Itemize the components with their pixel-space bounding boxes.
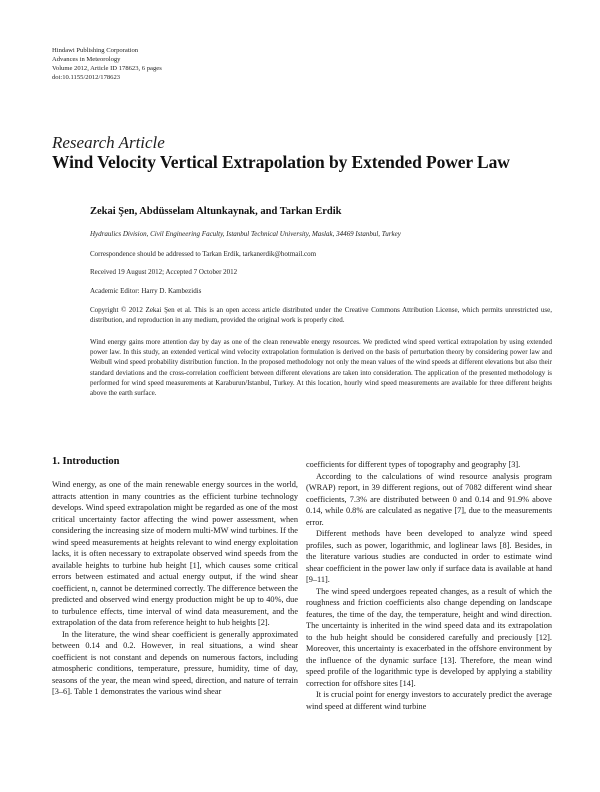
paper-title: Wind Velocity Vertical Extrapolation by Extended Power Law: [52, 152, 510, 172]
right-column: [306, 459, 552, 712]
paragraph: It is crucial point for energy investors to accurately predict the average wind speed at different wind turbine: [306, 690, 552, 711]
volume-line: Volume 2012, Article ID 178623, 6 pages: [52, 65, 162, 72]
left-column: [52, 479, 298, 698]
paragraph: Wind energy, as one of the main renewable energy sources in the world, attracts attention in many countries as the efficient turbine technology develops. Wind speed extrapolation might be regarded as one of the most critical uncertainty factor affecting the wind power assessment, when considering the increasing size of modern multi-MW wind turbines. If the wind speed measurements at heights relevant to wind energy exploitation lacks, it is often necessary to extrapolate observed wind speeds from the available heights to turbine hub height [1], which causes some critical errors between estimated and actual energy output, if the wind shear coefficient, n, cannot be determined correctly. The difference between the predicted and observed wind energy production might be up to 40%, due to turbulence effects, time interval of wind data measurement, and the extrapolation of the data from reference height to hub heights [2].: [52, 480, 298, 627]
copyright-notice: Copyright © 2012 Zekai Şen et al. This is an open access article distributed under the Creative Commons Attribution License, which permits unrestricted use, distribution, and reproduction in any medium, provided the original work is properly cited.: [90, 306, 552, 325]
abstract: Wind energy gains more attention day by day as one of the clean renewable energy resources. We predicted wind speed vertical extrapolation by using extended power law. In this study, an extended vertical wind velocity extrapolation formulation is derived on the basis of perturbation theory by considering power law and Weibull wind speed probability distribution function. In the proposed methodology not only the mean values of the wind speeds at different elevations but also their standard deviations and the cross-correlation coefficient between different elevations are taken into consideration. The application of the presented methodology is performed for wind speed measurements at Karaburun/Istanbul, Turkey. At this location, hourly wind speed measurements are available for three different heights above the earth surface.: [90, 338, 552, 398]
section-heading-introduction: 1. Introduction: [52, 456, 120, 467]
doi-line: doi:10.1155/2012/178623: [52, 74, 121, 81]
paragraph: Different methods have been developed to analyze wind speed profiles, such as power, logarithmic, and loglinear laws [8]. Besides, in the literature various studies are conducted in order to estimate wind shear coefficient in the power law only if surface data is available at hand [9–11].: [306, 529, 552, 584]
received-dates: Received 19 August 2012; Accepted 7 October 2012: [90, 268, 238, 276]
paragraph: coefficients for different types of topography and geography [3].: [306, 460, 521, 469]
affiliation: Hydraulics Division, Civil Engineering Faculty, Istanbul Technical University, Maslak, 34469 Istanbul, Turkey: [90, 230, 401, 238]
paragraph: In the literature, the wind shear coefficient is generally approximated between 0.14 and 0.2. However, in real situations, a wind shear coefficient is not constant and depends on numerous factors, including atmospheric conditions, temperature, pressure, humidity, time of day, seasons of the year, the mean wind speed, direction, and nature of terrain [3–6]. Table 1 demonstrates the various wind shear: [52, 629, 298, 696]
academic-editor: Academic Editor: Harry D. Kambezidis: [90, 287, 202, 295]
journal-header: [52, 46, 162, 82]
paragraph: The wind speed undergoes repeated changes, as a result of which the roughness and friction coefficients also change depending on landscape features, the time of the day, the temperature, height and wind direction. The uncertainty is inherited in the wind speed data and its extrapolation to the hub height should be considered carefully and preciously [12]. Moreover, this uncertainty is exacerbated in the offshore environment by the influence of the dynamic surface [13]. Therefore, the mean wind speed profile of the logarithmic type is developed by applying a stability correction for offshore sites [14].: [306, 586, 552, 688]
journal-line: Advances in Meteorology: [52, 56, 121, 63]
article-type: Research Article: [52, 133, 165, 152]
correspondence: Correspondence should be addressed to Tarkan Erdik, tarkanerdik@hotmail.com: [90, 250, 317, 258]
authors: Zekai Şen, Abdüsselam Altunkaynak, and Tarkan Erdik: [90, 206, 342, 217]
publisher-line: Hindawi Publishing Corporation: [52, 47, 139, 54]
paragraph: According to the calculations of wind resource analysis program (WRAP) report, in 39 different regions, out of 7082 different wind shear coefficients, 7.3% are distributed between 0 and 0.14 and 91.9% above 0.14, while 0.8% are calculated as negative [7], due to the measurements error.: [306, 471, 552, 527]
